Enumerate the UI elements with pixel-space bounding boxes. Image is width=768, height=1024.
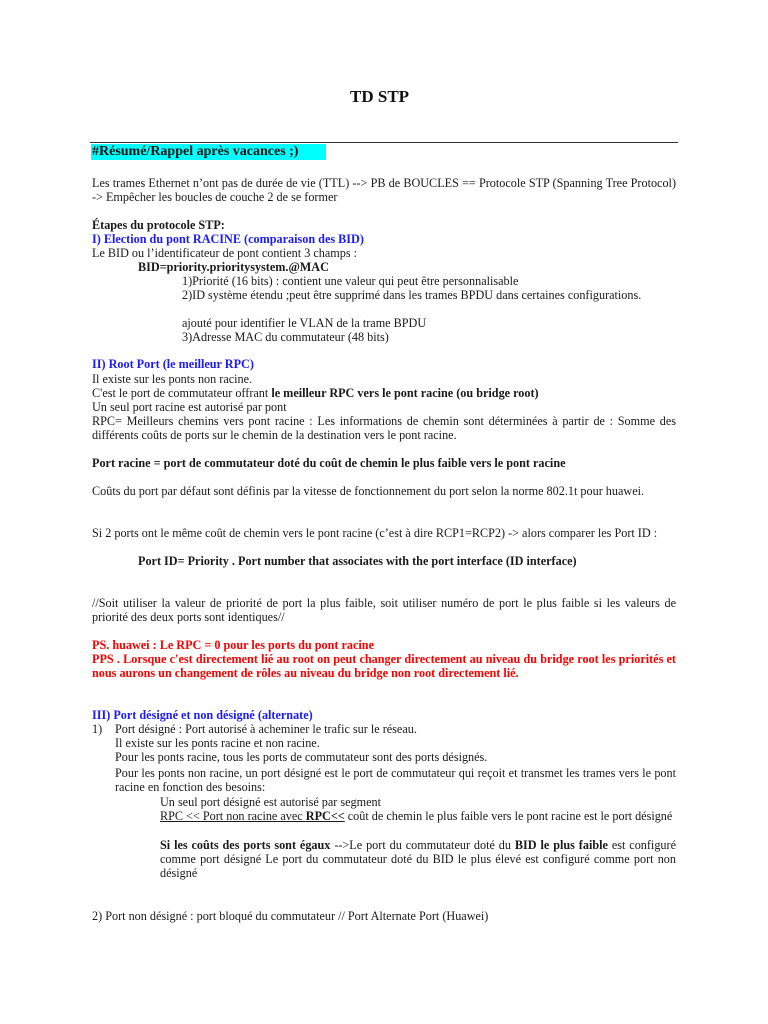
- designated-rule-3: [160, 838, 676, 881]
- part2-line3: Un seul port racine est autorisé par pont: [92, 400, 287, 414]
- designated-rule-2: [160, 809, 676, 823]
- priority-comment: //Soit utiliser la valeur de priorité de port la plus faible, soit utiliser numéro de port le plus faible si les valeurs de priorité des deux ports sont identiques//: [92, 596, 676, 625]
- pps-note: PPS . Lorsque c'est directement lié au root on peut changer directement au niveau du bridge root les priorités et nous aurons un changement de rôles au niveau du bridge non root directement lié.: [92, 652, 676, 681]
- bid-field-3: 3)Adresse MAC du commutateur (48 bits): [182, 330, 389, 344]
- designated-rule-3-rest: est configuré comme port désigné Le port du commutateur doté du BID le plus élevé est configuré comme port non désigné: [160, 838, 676, 881]
- designated-rule-2-rest: coût de chemin le plus faible vers le pont racine est le port désigné: [344, 809, 673, 823]
- same-cost-paragraph: Si 2 ports ont le même coût de chemin vers le pont racine (c’est à dire RCP1=RCP2) -> alors comparer les Port ID :: [92, 526, 658, 540]
- designated-rule-2-underlined: RPC << Port non racine avec: [160, 809, 306, 823]
- divider-line: [90, 142, 678, 143]
- port-cost-paragraph: Coûts du port par défaut sont définis par la vitesse de fonctionnement du port selon la norme 802.1t pour huawei.: [92, 484, 645, 498]
- part1-heading: I) Election du pont RACINE (comparaison des BID): [92, 232, 364, 246]
- designated-rule-1: Un seul port désigné est autorisé par segment: [160, 795, 382, 809]
- bid-formula: BID=priority.prioritysystem.@MAC: [138, 260, 329, 274]
- port-id-formula: Port ID= Priority . Port number that associates with the port interface (ID interface): [138, 554, 577, 568]
- steps-heading: Étapes du protocole STP:: [92, 218, 225, 232]
- designated-rule-3-bold: Si les coûts des ports sont égaux: [160, 838, 331, 852]
- designated-port-line2: Il existe sur les ponts racine et non racine.: [115, 736, 320, 750]
- bid-field-2-note: ajouté pour identifier le VLAN de la trame BPDU: [182, 316, 427, 330]
- designated-rule-2-bold: RPC<<: [305, 809, 345, 823]
- designated-port-line4: Pour les ponts non racine, un port désigné est le port de commutateur qui reçoit et transmet les trames vers le pont racine en fonction des besoins:: [115, 766, 676, 795]
- part2-line1: Il existe sur les ponts non racine.: [92, 372, 253, 386]
- bid-field-2: 2)ID système étendu ;peut être supprimé dans les trames BPDU dans certaines configurations.: [182, 288, 642, 302]
- designated-rule-3-bid: BID le plus faible: [514, 838, 608, 852]
- intro-paragraph: Les trames Ethernet n’ont pas de durée de vie (TTL) --> PB de BOUCLES == Protocole STP (Spanning Tree Protocol) -> Empêcher les boucles de couche 2 de se former: [92, 176, 676, 205]
- part2-heading: II) Root Port (le meilleur RPC): [92, 357, 254, 371]
- non-designated-port-def: 2) Port non désigné : port bloqué du commutateur // Port Alternate Port (Huawei): [92, 909, 489, 923]
- part1-line1: Le BID ou l’identificateur de pont contient 3 champs :: [92, 246, 358, 260]
- rpc-definition: RPC= Meilleurs chemins vers pont racine : Les informations de chemin sont déterminées à partir de : Somme des différents coûts de ports sur le chemin de la destination vers le pont racine.: [92, 414, 676, 443]
- part2-line2-bold: le meilleur RPC vers le pont racine (ou bridge root): [271, 386, 539, 400]
- designated-rule-3-text: -->Le port du commutateur doté du: [330, 838, 515, 852]
- part3-heading: III) Port désigné et non désigné (alternate): [92, 708, 313, 722]
- part2-line2-text: C'est le port de commutateur offrant: [92, 386, 272, 400]
- page-title: TD STP: [350, 87, 410, 106]
- bid-field-1: 1)Priorité (16 bits) : contient une valeur qui peut être personnalisable: [182, 274, 519, 288]
- root-port-statement: Port racine = port de commutateur doté du coût de chemin le plus faible vers le pont racine: [92, 456, 566, 470]
- section-heading: #Résumé/Rappel après vacances ;): [92, 144, 299, 159]
- part2-line2: [92, 386, 539, 400]
- designated-port-def: Port désigné : Port autorisé à acheminer le trafic sur le réseau.: [115, 722, 417, 736]
- designated-port-line3: Pour les ponts racine, tous les ports de commutateur sont des ports désignés.: [115, 750, 488, 764]
- part3-item1-number: 1): [92, 722, 103, 736]
- ps-note: PS. huawei : Le RPC = 0 pour les ports du pont racine: [92, 638, 374, 652]
